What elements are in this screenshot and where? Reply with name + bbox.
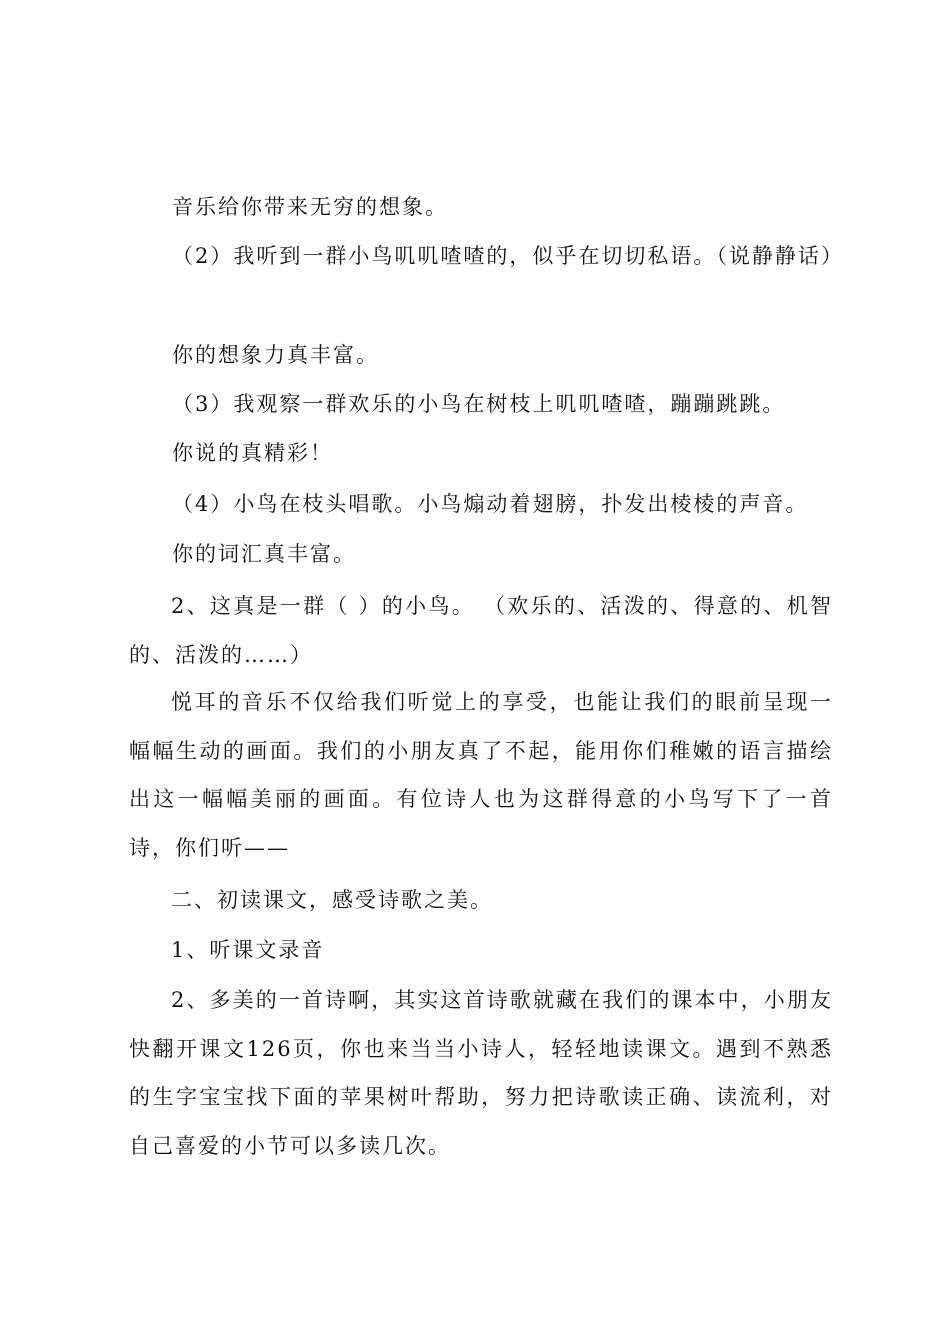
text-line-6: （4）小鸟在枝头唱歌。小鸟煽动着翅膀，扑发出棱棱的声音。 [172, 492, 809, 516]
paragraph-read [129, 976, 833, 1170]
text-line-7: 你的词汇真丰富。 [172, 542, 356, 566]
paragraph-text: 2、多美的一首诗啊，其实这首诗歌就藏在我们的课本中，小朋友快翻开课文126页，你也来当当小诗人，轻轻地读课文。遇到不熟悉的生字宝宝找下面的苹果树叶帮助，努力把诗歌读正确、读流利，对自己喜爱的小节可以多读几次。 [129, 988, 833, 1158]
paragraph-music [129, 678, 833, 872]
paragraph-text: 二、初读课文，感受诗歌之美。 [171, 888, 493, 912]
paragraph-listen [129, 926, 833, 975]
paragraph-text: 2、这真是一群（ ）的小鸟。 （欢乐的、活泼的、得意的、机智的、活泼的……） [129, 594, 833, 667]
text-line-3: 你的想象力真丰富。 [172, 343, 379, 367]
text-line-2: （2）我听到一群小鸟叽叽喳喳的，似乎在切切私语。（说静静话） [172, 244, 844, 268]
paragraph-adjectives [129, 582, 833, 679]
paragraph-text: 悦耳的音乐不仅给我们听觉上的享受，也能让我们的眼前呈现一幅幅生动的画面。我们的小朋友真了不起，能用你们稚嫩的语言描绘出这一幅幅美丽的画面。有位诗人也为这群得意的小鸟写下了一首诗，你们听—— [129, 690, 833, 860]
text-line-1: 音乐给你带来无穷的想象。 [172, 195, 448, 219]
paragraph-text: 1、听课文录音 [171, 938, 325, 962]
section-heading [129, 876, 833, 925]
text-line-4: （3）我观察一群欢乐的小鸟在树枝上叽叽喳喳，蹦蹦跳跳。 [172, 392, 786, 416]
text-line-5: 你说的真精彩！ [172, 441, 333, 465]
